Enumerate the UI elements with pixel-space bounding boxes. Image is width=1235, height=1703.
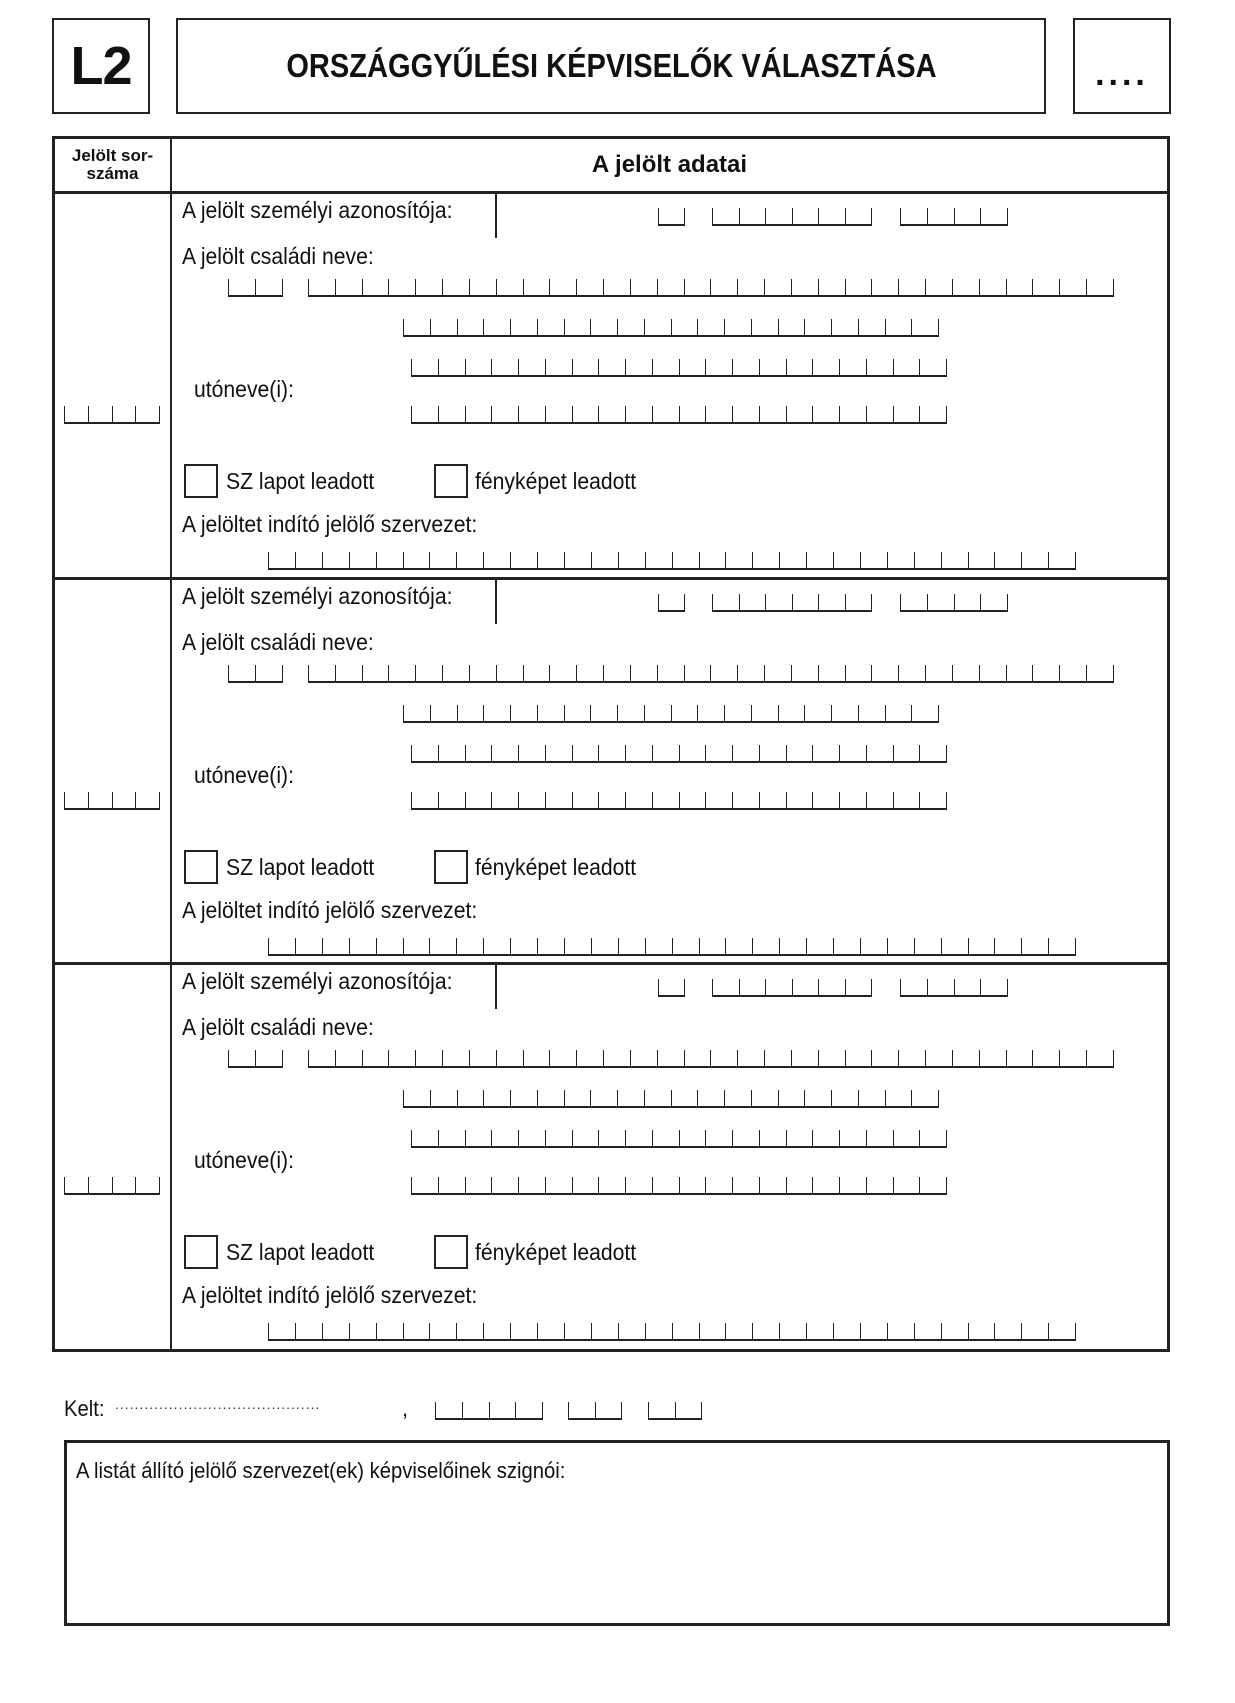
given-name-field-3[interactable] <box>411 406 947 424</box>
family-name-label: A jelölt családi neve: <box>182 629 374 655</box>
photo-checkbox[interactable] <box>434 464 468 498</box>
given-name-field-2[interactable] <box>411 745 947 763</box>
nominating-org-label: A jelöltet indító jelölő szervezet: <box>182 511 478 537</box>
nominating-org-label: A jelöltet indító jelölő szervezet: <box>182 1282 478 1308</box>
photo-checkbox[interactable] <box>434 1235 468 1269</box>
personal-id-field-2[interactable] <box>712 208 872 226</box>
family-name-prefix-field[interactable] <box>228 1050 283 1068</box>
personal-id-field-1[interactable] <box>658 979 685 997</box>
candidate-block-3 <box>0 965 1235 1345</box>
given-name-label: utóneve(i): <box>194 1147 294 1173</box>
kelt-label: Kelt: <box>64 1396 105 1421</box>
given-name-field-1[interactable] <box>403 705 939 723</box>
kelt-day-field[interactable] <box>648 1402 702 1420</box>
serial-number-field[interactable] <box>64 1177 160 1195</box>
personal-id-field-1[interactable] <box>658 208 685 226</box>
personal-id-separator <box>495 580 497 624</box>
given-name-field-2[interactable] <box>411 1130 947 1148</box>
photo-label: fényképet leadott <box>475 854 637 880</box>
given-name-field-2[interactable] <box>411 359 947 377</box>
signatures-label: A listát állító jelölő szervezet(ek) képviselőinek szignói: <box>76 1458 566 1483</box>
sz-sheet-checkbox[interactable] <box>184 464 218 498</box>
sz-sheet-checkbox[interactable] <box>184 850 218 884</box>
given-name-field-3[interactable] <box>411 1177 947 1195</box>
candidate-block-1 <box>0 194 1235 574</box>
sz-sheet-label: SZ lapot leadott <box>226 854 375 880</box>
kelt-month-field[interactable] <box>568 1402 622 1420</box>
page-marker: .... <box>1073 18 1171 114</box>
form-code: L2 <box>52 18 150 114</box>
col-header-data: A jelölt adatai <box>591 151 748 178</box>
given-name-field-3[interactable] <box>411 792 947 810</box>
personal-id-label: A jelölt személyi azonosítója: <box>182 197 453 223</box>
given-name-label: utóneve(i): <box>194 762 294 788</box>
personal-id-field-3[interactable] <box>900 594 1008 612</box>
col-header-number-text: Jelölt sor- száma <box>71 146 154 183</box>
personal-id-separator <box>495 194 497 238</box>
nominating-org-field[interactable] <box>268 1323 1076 1341</box>
form-title: ORSZÁGGYŰLÉSI KÉPVISELŐK VÁLASZTÁSA <box>176 18 1046 114</box>
family-name-field[interactable] <box>308 1050 1114 1068</box>
given-name-field-1[interactable] <box>403 319 939 337</box>
candidate-block-2 <box>0 580 1235 960</box>
personal-id-separator <box>495 965 497 1009</box>
family-name-field[interactable] <box>308 665 1114 683</box>
personal-id-field-1[interactable] <box>658 594 685 612</box>
photo-label: fényképet leadott <box>475 468 637 494</box>
kelt-place-dots[interactable]: .......................................... <box>115 1396 321 1412</box>
nominating-org-field[interactable] <box>268 552 1076 570</box>
family-name-prefix-field[interactable] <box>228 279 283 297</box>
personal-id-field-3[interactable] <box>900 979 1008 997</box>
sz-sheet-label: SZ lapot leadott <box>226 1239 375 1265</box>
personal-id-field-2[interactable] <box>712 979 872 997</box>
family-name-label: A jelölt családi neve: <box>182 243 374 269</box>
given-name-field-1[interactable] <box>403 1090 939 1108</box>
kelt-year-field[interactable] <box>435 1402 543 1420</box>
sz-sheet-label: SZ lapot leadott <box>226 468 375 494</box>
sz-sheet-checkbox[interactable] <box>184 1235 218 1269</box>
serial-number-field[interactable] <box>64 792 160 810</box>
personal-id-field-2[interactable] <box>712 594 872 612</box>
col-header-number <box>55 139 170 191</box>
family-name-label: A jelölt családi neve: <box>182 1014 374 1040</box>
family-name-prefix-field[interactable] <box>228 665 283 683</box>
personal-id-label: A jelölt személyi azonosítója: <box>182 968 453 994</box>
personal-id-label: A jelölt személyi azonosítója: <box>182 583 453 609</box>
personal-id-field-3[interactable] <box>900 208 1008 226</box>
photo-label: fényképet leadott <box>475 1239 637 1265</box>
given-name-label: utóneve(i): <box>194 376 294 402</box>
photo-checkbox[interactable] <box>434 850 468 884</box>
nominating-org-label: A jelöltet indító jelölő szervezet: <box>182 897 478 923</box>
family-name-field[interactable] <box>308 279 1114 297</box>
nominating-org-field[interactable] <box>268 938 1076 956</box>
serial-number-field[interactable] <box>64 406 160 424</box>
kelt-comma: , <box>402 1396 409 1421</box>
